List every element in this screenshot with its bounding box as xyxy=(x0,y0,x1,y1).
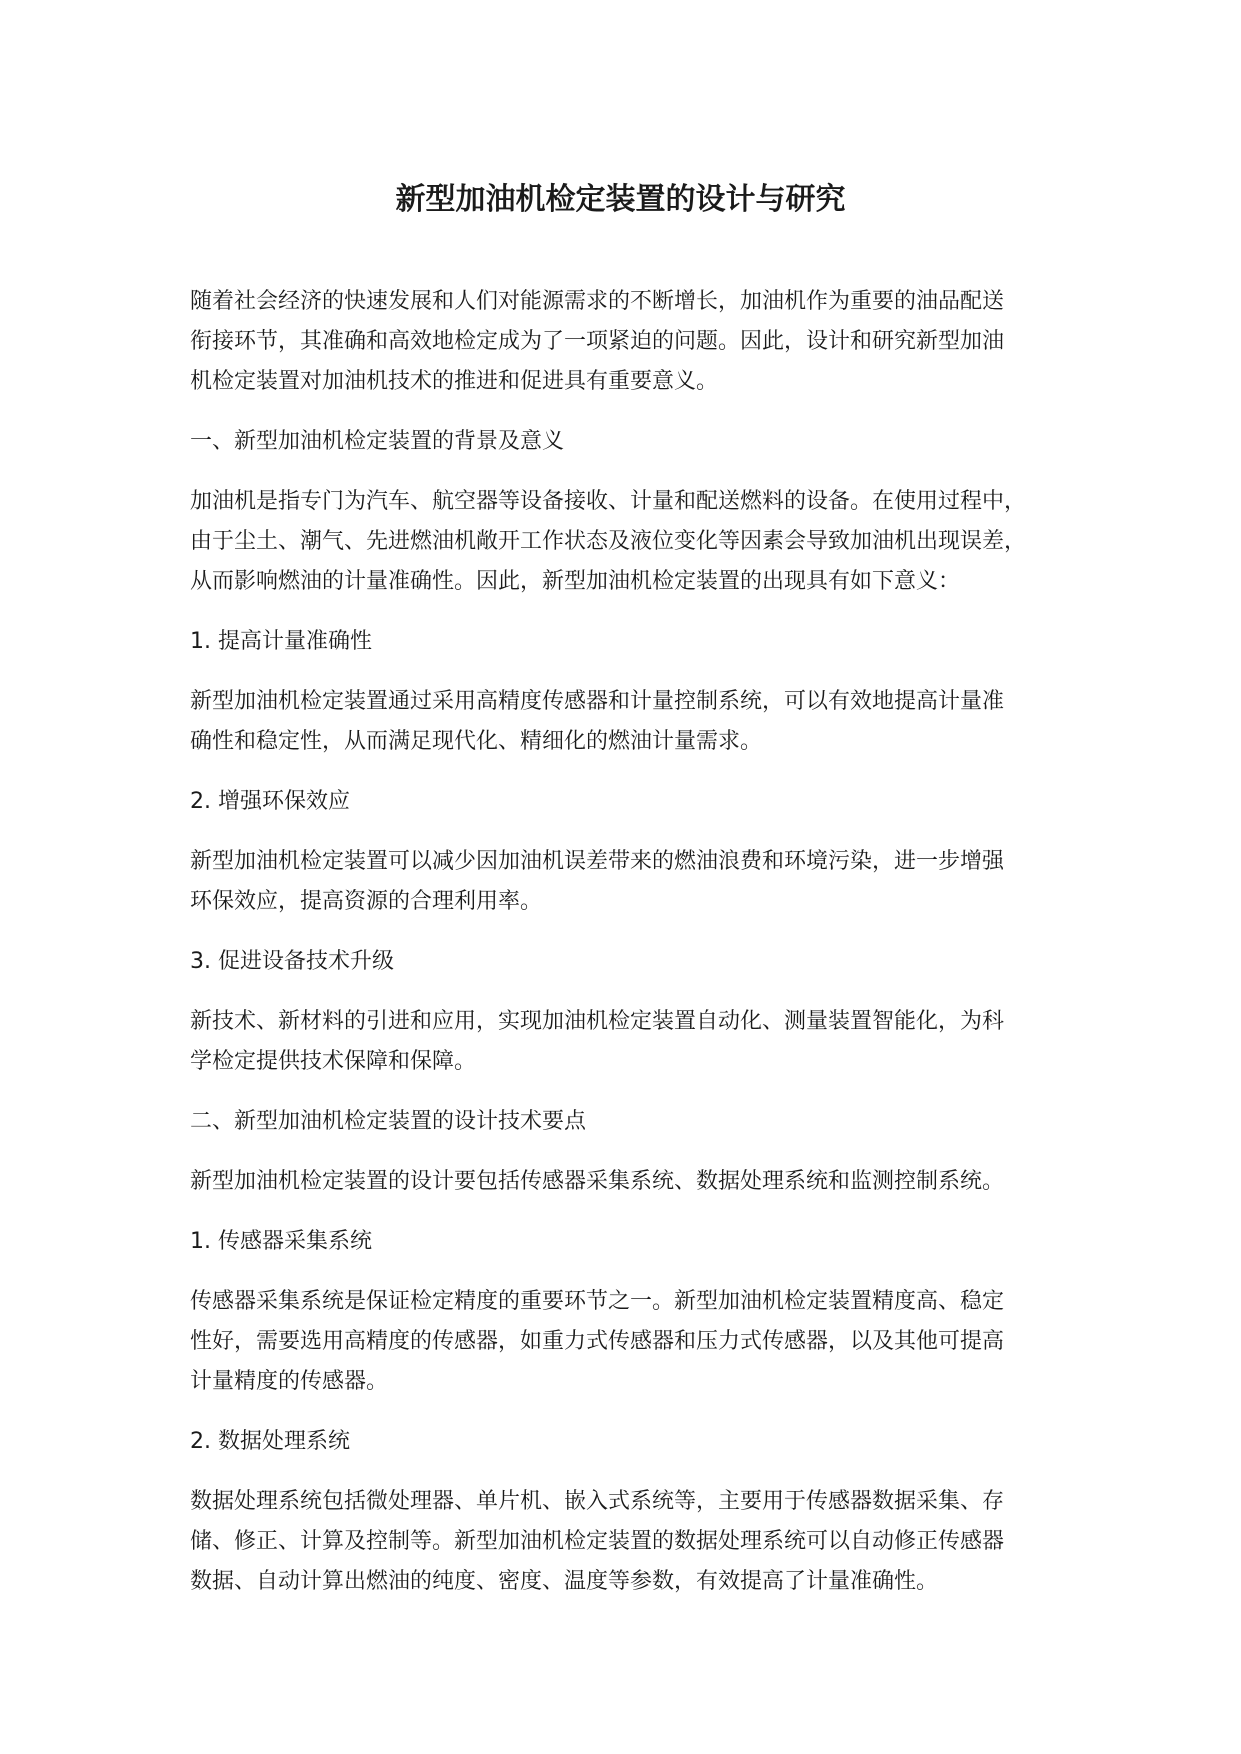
paragraph-line: 数据、自动计算出燃油的纯度、密度、温度等参数，有效提高了计量准确性。 xyxy=(190,1569,939,1594)
paragraph-data-processing xyxy=(190,1482,1070,1602)
paragraph-background xyxy=(190,482,1070,602)
paragraph-environment xyxy=(190,842,1070,922)
paragraph-line: 由于尘土、潮气、先进燃油机敞开工作状态及液位变化等因素会导致加油机出现误差， xyxy=(190,529,1027,554)
paragraph-line: 储、修正、计算及控制等。新型加油机检定装置的数据处理系统可以自动修正传感器 xyxy=(190,1529,1005,1554)
subheading-data-processing: 2. 数据处理系统 xyxy=(190,1429,350,1454)
paragraph-line: 新型加油机检定装置可以减少因加油机误差带来的燃油浪费和环境污染，进一步增强 xyxy=(190,849,1005,874)
paragraph-line: 新技术、新材料的引进和应用，实现加油机检定装置自动化、测量装置智能化，为科 xyxy=(190,1009,1005,1034)
paragraph-intro xyxy=(190,282,1070,402)
paragraph-line: 从而影响燃油的计量准确性。因此，新型加油机检定装置的出现具有如下意义： xyxy=(190,569,961,594)
section-heading-background: 一、新型加油机检定装置的背景及意义 xyxy=(190,429,565,454)
section-heading-design: 二、新型加油机检定装置的设计技术要点 xyxy=(190,1109,587,1134)
paragraph-accuracy xyxy=(190,682,1070,762)
subheading-accuracy: 1. 提高计量准确性 xyxy=(190,629,372,654)
subheading-environment: 2. 增强环保效应 xyxy=(190,789,350,814)
paragraph-line: 加油机是指专门为汽车、航空器等设备接收、计量和配送燃料的设备。在使用过程中， xyxy=(190,489,1027,514)
paragraph-upgrade xyxy=(190,1002,1070,1082)
paragraph-line: 计量精度的传感器。 xyxy=(190,1369,389,1394)
paragraph-line: 环保效应，提高资源的合理利用率。 xyxy=(190,889,543,914)
paragraph-line: 学检定提供技术保障和保障。 xyxy=(190,1049,477,1074)
paragraph-line: 随着社会经济的快速发展和人们对能源需求的不断增长，加油机作为重要的油品配送 xyxy=(190,289,1005,314)
paragraph-sensor xyxy=(190,1282,1070,1402)
paragraph-line: 性好，需要选用高精度的传感器，如重力式传感器和压力式传感器，以及其他可提高 xyxy=(190,1329,1005,1354)
subheading-sensor: 1. 传感器采集系统 xyxy=(190,1229,372,1254)
paragraph-line: 数据处理系统包括微处理器、单片机、嵌入式系统等，主要用于传感器数据采集、存 xyxy=(190,1489,1005,1514)
paragraph-design xyxy=(190,1162,1070,1202)
paragraph-line: 新型加油机检定装置的设计要包括传感器采集系统、数据处理系统和监测控制系统。 xyxy=(190,1169,1005,1194)
paragraph-line: 机检定装置对加油机技术的推进和促进具有重要意义。 xyxy=(190,369,719,394)
document-title: 新型加油机检定装置的设计与研究 xyxy=(395,182,846,217)
paragraph-line: 确性和稳定性，从而满足现代化、精细化的燃油计量需求。 xyxy=(190,729,763,754)
subheading-upgrade: 3. 促进设备技术升级 xyxy=(190,949,394,974)
document-body xyxy=(190,282,1070,1622)
paragraph-line: 传感器采集系统是保证检定精度的重要环节之一。新型加油机检定装置精度高、稳定 xyxy=(190,1289,1005,1314)
paragraph-line: 新型加油机检定装置通过采用高精度传感器和计量控制系统，可以有效地提高计量准 xyxy=(190,689,1005,714)
paragraph-line: 衔接环节，其准确和高效地检定成为了一项紧迫的问题。因此，设计和研究新型加油 xyxy=(190,329,1005,354)
